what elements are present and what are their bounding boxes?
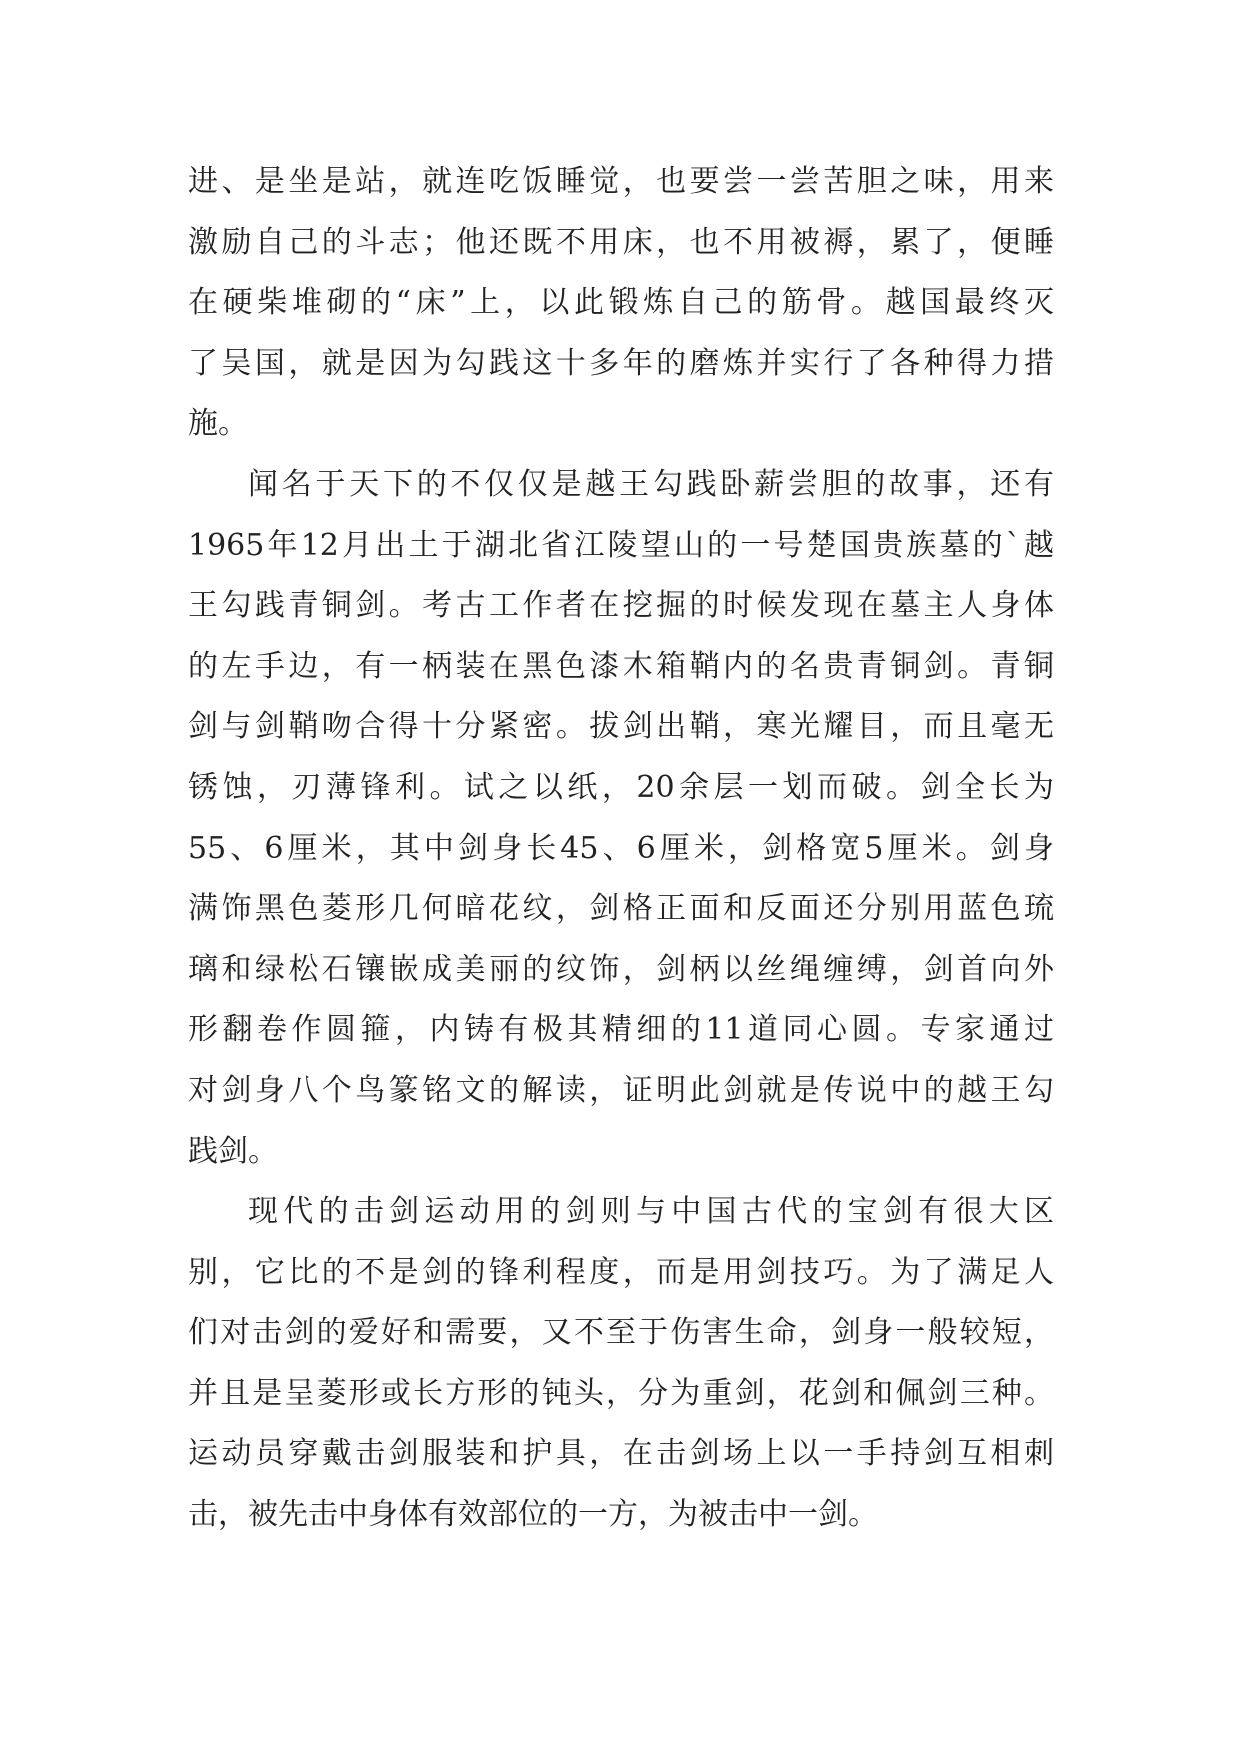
paragraph-2-line-1: 闻名于天下的不仅仅是越王勾践卧薪尝胆的故事，还有 (248, 466, 1054, 502)
paragraph-2-line-7: 55、6厘米，其中剑身长45、6厘米，剑格宽5厘米。剑身 (188, 830, 1054, 866)
paragraph-3-line-6: 击，被先击中身体有效部位的一方，为被击中一剑。 (188, 1497, 878, 1533)
paragraph-1-line-5: 施。 (188, 406, 248, 442)
paragraph-2-line-9: 璃和绿松石镶嵌成美丽的纹饰，剑柄以丝绳缠缚，剑首向外 (188, 951, 1054, 987)
body-text (188, 152, 1054, 1546)
paragraph-2-line-6: 锈蚀，刃薄锋利。试之以纸，20余层一划而破。剑全长为 (188, 769, 1054, 805)
paragraph-2-line-2: 1965年12月出土于湖北省江陵望山的一号楚国贵族墓的`越 (188, 527, 1054, 563)
paragraph-1-line-3: 在硬柴堆砌的“床”上，以此锻炼自己的筋骨。越国最终灭 (188, 285, 1054, 321)
paragraph-1-line-1: 进、是坐是站，就连吃饭睡觉，也要尝一尝苦胆之味，用来 (188, 164, 1054, 199)
paragraph-2-line-5: 剑与剑鞘吻合得十分紧密。拔剑出鞘，寒光耀目，而且毫无 (188, 709, 1054, 745)
paragraph-2-line-11: 对剑身八个鸟篆铭文的解读，证明此剑就是传说中的越王勾 (188, 1072, 1054, 1108)
paragraph-1-line-2: 激励自己的斗志；他还既不用床，也不用被褥，累了，便睡 (188, 224, 1054, 260)
paragraph-3-line-5: 运动员穿戴击剑服装和护具，在击剑场上以一手持剑互相刺 (188, 1436, 1054, 1472)
paragraph-2-line-4: 的左手边，有一柄装在黑色漆木箱鞘内的名贵青铜剑。青铜 (188, 648, 1054, 684)
paragraph-2-line-10: 形翻卷作圆箍，内铸有极其精细的11道同心圆。专家通过 (188, 1012, 1054, 1048)
paragraph-3-line-1: 现代的击剑运动用的剑则与中国古代的宝剑有很大区 (248, 1194, 1054, 1230)
paragraph-3-line-2: 别，它比的不是剑的锋利程度，而是用剑技巧。为了满足人 (188, 1254, 1054, 1290)
paragraph-3-line-4: 并且是呈菱形或长方形的钝头，分为重剑，花剑和佩剑三种。 (188, 1375, 1054, 1411)
paragraph-2-line-12: 践剑。 (188, 1133, 278, 1169)
paragraph-1-line-4: 了吴国，就是因为勾践这十多年的磨炼并实行了各种得力措 (188, 345, 1054, 381)
paragraph-2-line-8: 满饰黑色菱形几何暗花纹，剑格正面和反面还分别用蓝色琉 (188, 891, 1054, 927)
paragraph-3-line-3: 们对击剑的爱好和需要，又不至于伤害生命，剑身一般较短， (188, 1315, 1054, 1351)
paragraph-2-line-3: 王勾践青铜剑。考古工作者在挖掘的时候发现在墓主人身体 (188, 588, 1054, 624)
